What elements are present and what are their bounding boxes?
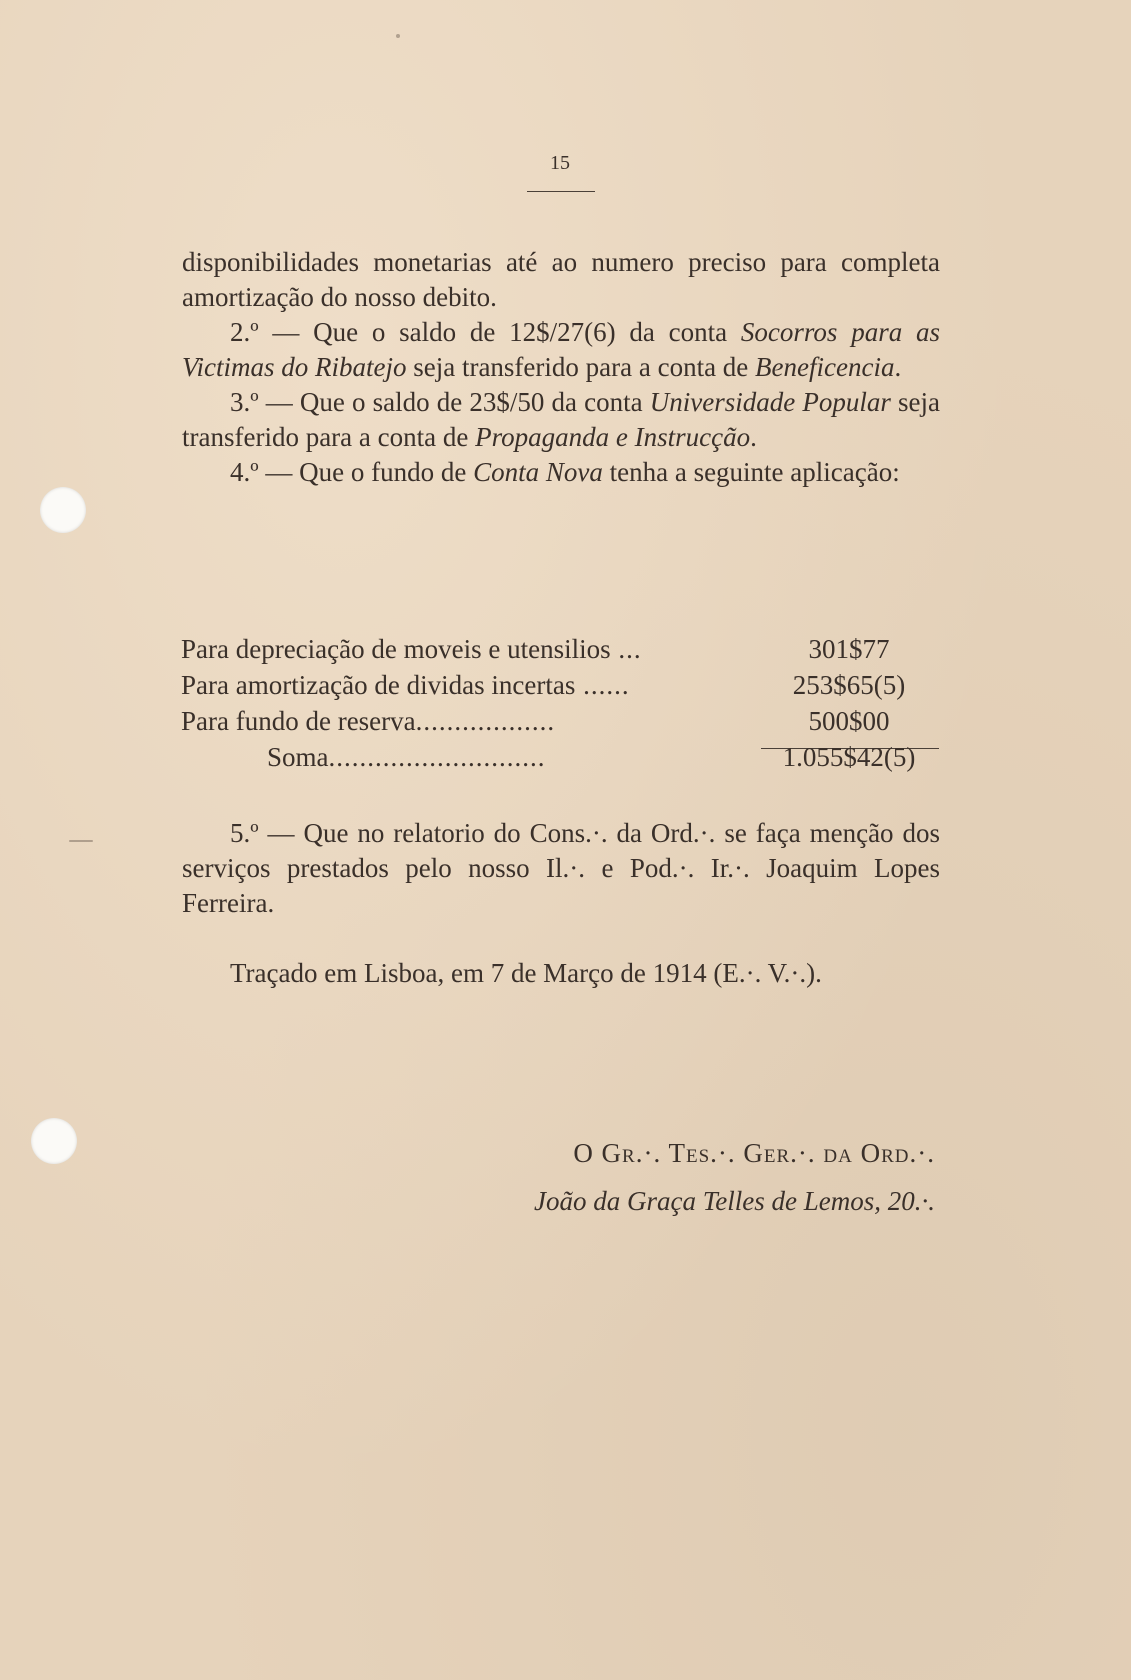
ledger-value: 301$77 <box>808 634 890 664</box>
paragraph-2: 2.º — Que o saldo de 12$/27(6) da conta Socorros para as Victimas do Ribatejo seja transferido para a conta de Beneficencia. <box>182 317 940 382</box>
dateline: Traçado em Lisboa, em 7 de Março de 1914 (E.·. V.·.). <box>230 958 822 988</box>
punch-hole-bottom <box>31 1118 77 1164</box>
signature-title <box>573 1138 935 1169</box>
ledger-row <box>181 631 941 667</box>
ledger-label: Para depreciação de moveis e utensilios <box>181 634 611 664</box>
ledger-value: 500$00 <box>808 706 890 736</box>
ledger-sum-row <box>181 739 941 775</box>
ledger-value: 253$65(5) <box>792 670 906 700</box>
page-number-rule <box>527 191 595 192</box>
ledger-label: Para fundo de reserva <box>181 706 416 736</box>
ledger-leader-dots: ............................ <box>328 742 546 772</box>
ledger-leader-dots: ... <box>610 634 642 664</box>
ledger-leader-dots: .................. <box>415 706 556 736</box>
punch-hole-top <box>40 487 86 533</box>
signature-name-text: João da Graça Telles de Lemos, 20.·. <box>534 1186 935 1216</box>
ledger-label: Para amortização de dividas incertas <box>181 670 576 700</box>
body-text-bottom <box>182 816 940 921</box>
signature-name <box>534 1186 935 1217</box>
paper-speck <box>69 840 93 842</box>
ledger-sum-label: Soma <box>267 742 329 772</box>
ledger-sum-value: 1.055$42(5) <box>782 742 916 772</box>
page-number: 15 <box>550 152 570 174</box>
ledger-leader-dots: ...... <box>575 670 630 700</box>
paper-speck <box>396 34 400 38</box>
paragraph-3: 3.º — Que o saldo de 23$/50 da conta Universidade Popular seja transferido para a conta de Propaganda e Instrucção. <box>182 387 940 452</box>
ledger-row <box>181 703 941 739</box>
paragraph-5: 5.º — Que no relatorio do Cons.·. da Ord.·. se faça menção dos serviços prestados pelo nosso Il.·. e Pod.·. Ir.·. Joaquim Lopes Ferreira. <box>182 818 940 918</box>
dateline-block <box>182 956 940 991</box>
body-text-top <box>182 245 940 490</box>
paragraph-4: 4.º — Que o fundo de Conta Nova tenha a seguinte aplicação: <box>230 457 900 487</box>
signature-title-text: O Gr.·. Tes.·. Ger.·. da Ord.·. <box>573 1138 935 1168</box>
ledger-table <box>181 631 941 775</box>
paragraph-1: disponibilidades monetarias até ao numero preciso para completa amortização do nosso debito. <box>182 247 940 312</box>
ledger-row <box>181 667 941 703</box>
